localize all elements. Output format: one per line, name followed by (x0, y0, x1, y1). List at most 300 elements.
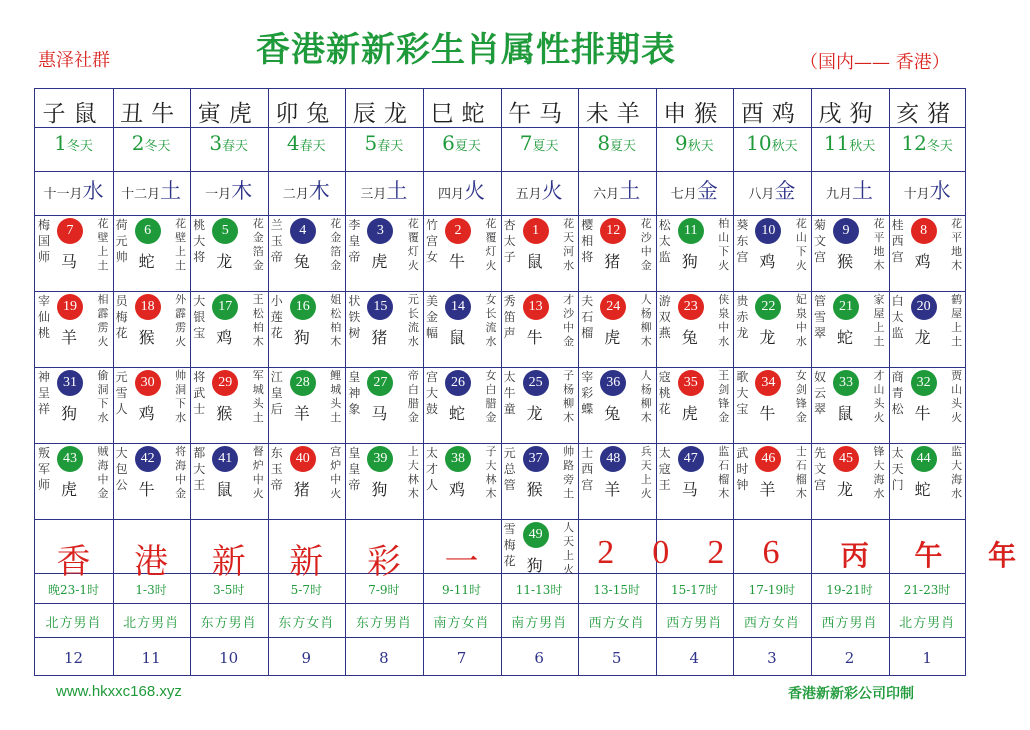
number-cell (733, 215, 810, 291)
element-phrase: 才沙中金 (563, 293, 575, 348)
number-cell (578, 291, 655, 367)
role-text: 皇神象 (348, 370, 361, 416)
number-cell (423, 291, 500, 367)
season-label (656, 131, 733, 155)
hour-label: 21-23时 (903, 583, 951, 597)
role-text: 宰仙桃 (38, 294, 51, 340)
month-text: 二月 (282, 187, 309, 202)
element-phrase: 相霹雳火 (97, 293, 109, 348)
season-number: 9 (674, 131, 688, 155)
season-number: 8 (597, 131, 611, 155)
number-ball: 48 (600, 446, 626, 472)
column-number: 12 (63, 649, 84, 667)
month-label (578, 175, 655, 205)
direction-label: 西方男肖 (821, 616, 878, 631)
season-label (423, 131, 500, 155)
year-char: 2 (597, 534, 615, 571)
number-cell (501, 291, 578, 367)
season-text: 冬天 (144, 139, 171, 154)
number-ball: 30 (135, 370, 161, 396)
month-label (268, 175, 345, 205)
role-text: 太天门 (891, 446, 904, 492)
number-ball: 35 (678, 370, 704, 396)
month-text: 五月 (515, 187, 542, 202)
role-text: 菊文宫 (814, 218, 827, 264)
animal-text: 羊 (604, 480, 621, 499)
hour-label: 17-19时 (748, 583, 796, 597)
element-phrase: 花金箔金 (252, 217, 264, 272)
month-label (113, 175, 190, 205)
zodiac-label: 酉鸡 (740, 101, 803, 127)
month-label (889, 175, 966, 205)
number-cell (501, 215, 578, 291)
number-ball: 22 (755, 294, 781, 320)
printer-credit: 香港新新彩公司印制 (788, 686, 914, 702)
website-url[interactable]: www.hkxxc168.xyz (56, 683, 182, 700)
season-label (501, 131, 578, 155)
number-ball: 45 (833, 446, 859, 472)
animal-text: 兔 (604, 404, 621, 423)
column-number: 7 (456, 649, 467, 667)
element-phrase: 将海中金 (175, 445, 187, 500)
number-cell (113, 291, 190, 367)
zodiac-label: 未羊 (585, 101, 648, 127)
number-ball: 27 (367, 370, 393, 396)
number-cell (268, 367, 345, 443)
animal-text: 狗 (293, 328, 310, 347)
season-number: 7 (519, 131, 533, 155)
season-text: 夏天 (532, 139, 559, 154)
row-divider (35, 637, 965, 638)
animal-text: 兔 (681, 328, 698, 347)
number-cell (345, 291, 422, 367)
season-number: 3 (209, 131, 223, 155)
hour-label: 晚23-1时 (48, 583, 99, 597)
role-text: 状铁树 (348, 294, 361, 340)
element-phrase: 锋大海水 (873, 445, 885, 500)
number-cell (190, 291, 267, 367)
animal-text: 马 (681, 480, 698, 499)
hour-label: 5-7时 (290, 583, 322, 597)
element-phrase: 宫炉中火 (330, 445, 342, 500)
element-phrase: 花天河水 (563, 217, 575, 272)
season-number: 5 (364, 131, 378, 155)
element-phrase: 花壁上土 (175, 217, 187, 272)
number-ball: 41 (212, 446, 238, 472)
element-phrase: 军城头土 (252, 369, 264, 424)
number-ball: 40 (290, 446, 316, 472)
animal-text: 虎 (371, 252, 388, 271)
year-char: 年 (988, 539, 1017, 572)
element-text: 火 (464, 179, 485, 203)
role-text: 宰彩蝶 (581, 370, 594, 416)
element-phrase: 家屋上土 (873, 293, 885, 348)
element-text: 金 (774, 179, 796, 203)
animal-text: 猴 (526, 480, 543, 499)
animal-text: 鼠 (837, 404, 854, 423)
zodiac-label: 卯兔 (275, 101, 338, 127)
role-text: 太寇王 (658, 446, 671, 492)
animal-text: 龙 (837, 480, 854, 499)
month-label (190, 175, 267, 205)
hour-label: 3-5时 (213, 583, 245, 597)
number-cell (345, 443, 422, 519)
animal-text: 猴 (216, 404, 233, 423)
role-text: 杏太子 (503, 218, 516, 264)
season-text: 冬天 (66, 139, 93, 154)
number-cell (35, 291, 112, 367)
zodiac-label: 巳蛇 (430, 101, 493, 127)
month-label (35, 175, 112, 205)
group-name: 惠泽社群 (38, 50, 110, 71)
number-cell (268, 291, 345, 367)
number-cell (268, 443, 345, 519)
hour-label: 11-13时 (515, 583, 563, 597)
season-text: 夏天 (610, 139, 637, 154)
number-cell (656, 443, 733, 519)
region-note: （国内—— 香港） (800, 52, 950, 73)
column-number: 1 (922, 649, 932, 667)
zodiac-label: 申猴 (663, 101, 726, 127)
animal-text: 龙 (759, 328, 776, 347)
role-text: 商青松 (891, 370, 904, 416)
number-ball: 47 (678, 446, 704, 472)
element-phrase: 花沙中金 (640, 217, 652, 272)
season-text: 春天 (222, 139, 249, 154)
month-text: 十一月 (43, 187, 83, 202)
element-phrase: 贼海中金 (97, 445, 109, 500)
banner-char: 一 (444, 542, 479, 582)
month-label (501, 175, 578, 205)
hour-label: 7-9时 (368, 583, 400, 597)
number-ball: 14 (445, 294, 471, 320)
element-phrase: 才山头火 (873, 369, 885, 424)
number-ball: 39 (367, 446, 393, 472)
animal-text: 牛 (526, 328, 543, 347)
role-text: 大银宝 (193, 294, 206, 340)
role-text: 桃大将 (193, 218, 206, 264)
month-text: 四月 (437, 187, 464, 202)
animal-text: 鸡 (914, 252, 931, 271)
element-phrase: 花覆灯火 (407, 217, 419, 272)
direction-label: 西方女肖 (588, 616, 645, 631)
number-ball: 6 (135, 218, 161, 244)
zodiac-label: 丑牛 (120, 101, 183, 127)
animal-text: 狗 (681, 252, 698, 271)
element-phrase: 女白腊金 (485, 369, 497, 424)
animal-text: 虎 (681, 404, 698, 423)
element-text: 火 (541, 179, 563, 203)
animal-text: 鼠 (526, 252, 543, 271)
animal-text: 鼠 (449, 328, 466, 347)
number-cell (190, 443, 267, 519)
role-text: 宫大鼓 (426, 370, 439, 416)
number-cell (345, 215, 422, 291)
direction-label: 东方男肖 (200, 616, 257, 631)
column-number: 2 (844, 649, 855, 667)
number-ball: 21 (833, 294, 859, 320)
role-text: 歌大宝 (736, 370, 749, 416)
column-number: 11 (141, 649, 161, 667)
number-ball: 12 (600, 218, 626, 244)
number-cell (423, 367, 500, 443)
element-phrase: 监大海水 (951, 445, 963, 500)
column-number: 4 (689, 649, 700, 667)
animal-text: 猴 (138, 328, 155, 347)
animal-text: 虎 (604, 328, 621, 347)
column-number: 5 (611, 649, 622, 667)
role-text: 元总管 (503, 446, 516, 492)
season-label (268, 131, 345, 155)
number-cell (811, 367, 888, 443)
season-text: 秋天 (849, 139, 876, 154)
number-ball: 23 (678, 294, 704, 320)
season-text: 春天 (377, 139, 404, 154)
number-ball: 25 (523, 370, 549, 396)
direction-label: 北方男肖 (123, 616, 180, 631)
number-cell (656, 367, 733, 443)
month-label (811, 175, 888, 205)
number-ball: 10 (755, 218, 781, 244)
animal-text: 羊 (61, 328, 78, 347)
number-ball: 32 (911, 370, 937, 396)
element-phrase: 帝白腊金 (407, 369, 419, 424)
month-label (345, 175, 422, 205)
column-number: 3 (767, 649, 777, 667)
role-text: 葵东宫 (736, 218, 749, 264)
number-ball: 17 (212, 294, 238, 320)
role-text: 小莲花 (270, 294, 283, 340)
zodiac-label: 辰龙 (352, 101, 415, 127)
season-text: 秋天 (771, 139, 798, 154)
number-cell (345, 367, 422, 443)
element-phrase: 花覆灯火 (485, 217, 497, 272)
month-text: 九月 (825, 187, 852, 202)
season-label (35, 131, 112, 155)
element-text: 木 (231, 179, 253, 203)
element-text: 木 (308, 179, 330, 203)
month-text: 一月 (205, 187, 232, 202)
season-label (889, 131, 966, 155)
element-phrase: 花壁上土 (97, 217, 109, 272)
hour-label: 19-21时 (826, 583, 873, 597)
element-phrase: 花山下火 (795, 217, 807, 272)
number-ball: 36 (600, 370, 626, 396)
element-phrase: 兵天上火 (640, 445, 652, 500)
number-cell (423, 443, 500, 519)
element-text: 水 (929, 179, 951, 203)
number-cell (578, 367, 655, 443)
element-text: 土 (852, 179, 873, 203)
role-text: 松太监 (658, 218, 671, 264)
number-cell (423, 215, 500, 291)
role-text: 奴云翠 (814, 370, 827, 416)
number-cell (113, 215, 190, 291)
number-ball: 1 (523, 218, 549, 244)
animal-text: 猪 (371, 328, 388, 347)
animal-text: 蛇 (138, 252, 155, 271)
number-ball: 43 (57, 446, 83, 472)
element-phrase: 花平地木 (951, 217, 963, 272)
column-number: 6 (534, 649, 544, 667)
role-text: 竹宫女 (426, 218, 439, 264)
number-ball: 13 (523, 294, 549, 320)
role-text: 游双燕 (658, 294, 671, 340)
banner-char: 新 (289, 542, 324, 582)
element-phrase: 花平地木 (873, 217, 885, 272)
animal-text: 蛇 (837, 328, 854, 347)
role-text: 员梅花 (115, 294, 128, 340)
number-ball: 4 (290, 218, 316, 244)
role-text: 美金幅 (426, 294, 439, 340)
number-ball: 3 (367, 218, 393, 244)
element-phrase: 士石榴木 (795, 445, 807, 500)
number-cell (190, 215, 267, 291)
banner-char: 香 (56, 542, 91, 582)
animal-text: 狗 (371, 480, 388, 499)
number-cell (578, 443, 655, 519)
column-number: 9 (301, 649, 312, 667)
number-ball: 28 (290, 370, 316, 396)
season-label (345, 131, 422, 155)
hour-label: 13-15时 (593, 583, 640, 597)
animal-text: 鸡 (449, 480, 466, 499)
animal-text: 鸡 (759, 252, 776, 271)
number-ball: 20 (911, 294, 937, 320)
animal-text: 兔 (293, 252, 310, 271)
element-phrase: 女剑锋金 (795, 369, 807, 424)
zodiac-label: 戌狗 (818, 101, 881, 127)
element-text: 土 (386, 179, 408, 203)
season-number: 2 (131, 131, 145, 155)
number-ball: 37 (523, 446, 549, 472)
season-number: 11 (823, 131, 850, 155)
month-text: 十二月 (121, 187, 161, 202)
number-cell (501, 367, 578, 443)
element-phrase: 督炉中火 (252, 445, 264, 500)
month-text: 七月 (670, 187, 697, 202)
role-text: 管雪翠 (814, 294, 827, 340)
month-text: 三月 (360, 187, 387, 202)
animal-text: 狗 (526, 556, 543, 575)
animal-text: 蛇 (914, 480, 931, 499)
animal-text: 鸡 (216, 328, 233, 347)
season-number: 10 (746, 131, 772, 155)
animal-text: 猪 (604, 252, 621, 271)
number-ball: 34 (755, 370, 781, 396)
element-phrase: 监石榴木 (718, 445, 730, 500)
element-phrase: 元长流水 (407, 293, 419, 348)
role-text: 江皇后 (270, 370, 283, 416)
animal-text: 龙 (526, 404, 543, 423)
role-text: 太牛童 (503, 370, 516, 416)
banner-char: 港 (134, 542, 169, 582)
number-cell (113, 367, 190, 443)
season-label (811, 131, 888, 155)
element-phrase: 柏山下火 (718, 217, 730, 272)
number-cell (35, 367, 112, 443)
row-divider (35, 603, 965, 604)
role-text: 李皇帝 (348, 218, 361, 264)
role-text: 士西宫 (581, 446, 594, 492)
number-cell (733, 367, 810, 443)
season-label (578, 131, 655, 155)
number-ball: 44 (911, 446, 937, 472)
role-text: 桂西宫 (891, 218, 904, 264)
role-text: 叛军师 (38, 446, 51, 492)
year-char: 午 (914, 539, 943, 572)
role-text: 大包公 (115, 446, 128, 492)
element-text: 水 (82, 179, 104, 203)
role-text: 兰玉帝 (270, 218, 283, 264)
animal-text: 马 (61, 252, 78, 271)
element-phrase: 人天上火 (563, 521, 575, 576)
element-phrase: 女长流水 (485, 293, 497, 348)
direction-label: 北方男肖 (899, 616, 956, 631)
season-text: 冬天 (926, 139, 953, 154)
number-cell (811, 443, 888, 519)
role-text: 秀笛声 (503, 294, 516, 340)
element-phrase: 王松柏木 (252, 293, 264, 348)
role-text: 东玉帝 (270, 446, 283, 492)
element-text: 土 (160, 179, 182, 203)
month-label (423, 175, 500, 205)
year-char: 丙 (840, 539, 869, 572)
animal-text: 龙 (914, 328, 931, 347)
banner-char: 新 (211, 542, 246, 582)
schedule-table (34, 88, 1017, 676)
element-phrase: 子杨柳木 (563, 369, 575, 424)
direction-label: 东方男肖 (355, 616, 412, 631)
number-cell (113, 443, 190, 519)
element-phrase: 帅洞下水 (175, 369, 187, 424)
role-text: 荷元帅 (115, 218, 128, 264)
season-text: 夏天 (454, 139, 481, 154)
animal-text: 羊 (759, 480, 776, 499)
animal-text: 牛 (759, 404, 776, 423)
number-ball: 33 (833, 370, 859, 396)
role-text: 都大王 (193, 446, 206, 492)
element-phrase: 花金箔金 (330, 217, 342, 272)
number-ball: 2 (445, 218, 471, 244)
element-phrase: 姐松柏木 (330, 293, 342, 348)
element-text: 金 (696, 179, 718, 203)
number-ball: 42 (135, 446, 161, 472)
month-text: 十月 (903, 187, 930, 202)
number-cell (268, 215, 345, 291)
direction-label: 北方男肖 (45, 616, 102, 631)
element-phrase: 人杨柳木 (640, 369, 652, 424)
month-text: 六月 (593, 187, 620, 202)
row-divider (35, 171, 965, 172)
element-phrase: 鹤屋上土 (951, 293, 963, 348)
role-text: 寇桃花 (658, 370, 671, 416)
month-label (656, 175, 733, 205)
number-cell (811, 215, 888, 291)
number-ball: 18 (135, 294, 161, 320)
role-text: 樱相将 (581, 218, 594, 264)
number-cell (190, 367, 267, 443)
season-number: 1 (54, 131, 67, 155)
role-text: 元雪人 (115, 370, 128, 416)
role-text: 雪梅花 (503, 522, 516, 568)
number-cell (889, 215, 966, 291)
hour-label: 1-3时 (135, 583, 167, 597)
number-ball: 31 (57, 370, 83, 396)
column-number: 10 (219, 649, 239, 667)
element-phrase: 王剑锋金 (718, 369, 730, 424)
year-char: 2 (707, 534, 725, 571)
